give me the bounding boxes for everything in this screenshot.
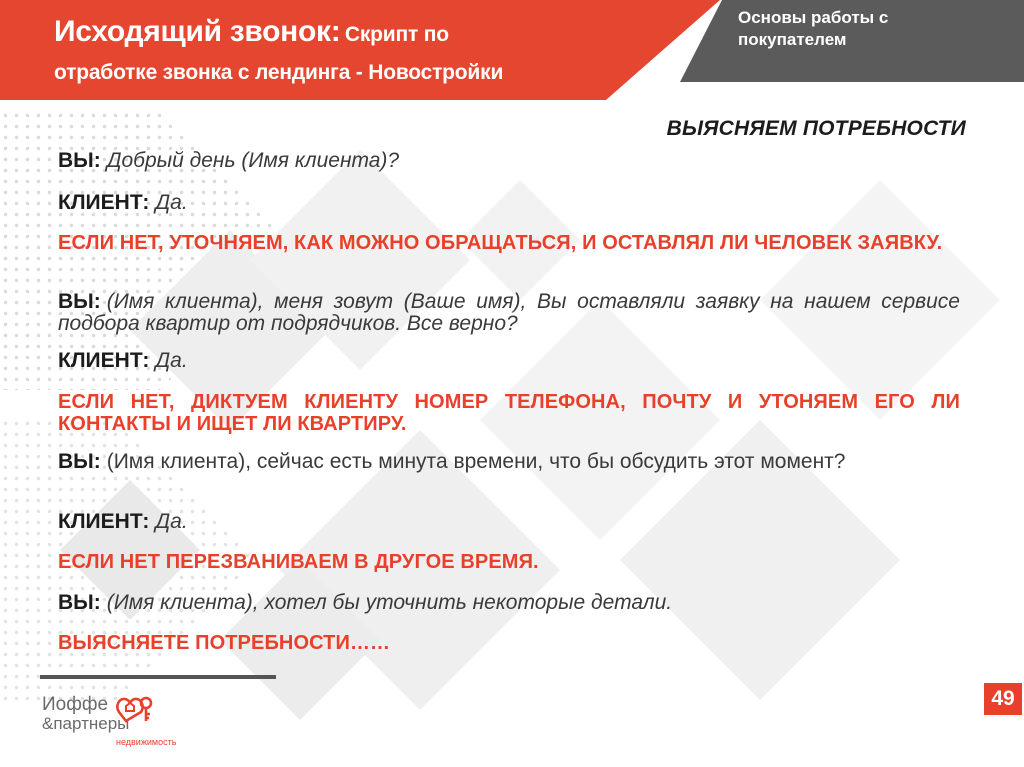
script-line-client [58, 192, 960, 214]
script-instruction: ВЫЯСНЯЕТЕ ПОТРЕБНОСТИ…… [58, 632, 391, 654]
slide-title-main: Исходящий звонок: [54, 15, 341, 48]
script-line-you [58, 150, 960, 172]
footer-divider [40, 675, 276, 679]
logo-name-2: &партнеры [42, 714, 130, 733]
slide-title-sub-1: Скрипт по [344, 23, 449, 46]
speaker-label: КЛИЕНТ: [58, 349, 150, 372]
logo-tagline: недвижимость [116, 737, 177, 747]
utterance: Да. [155, 510, 188, 533]
utterance: (Имя клиента), сейчас есть минута времени, что бы обсудить этот момент? [106, 450, 846, 473]
section-tag: Основы работы с покупателем [738, 8, 889, 49]
speaker-label: ВЫ: [58, 290, 101, 313]
speaker-label: ВЫ: [58, 450, 101, 473]
script-line-client [58, 350, 960, 372]
script-instruction: ЕСЛИ НЕТ, УТОЧНЯЕМ, КАК МОЖНО ОБРАЩАТЬСЯ, И ОСТАВЛЯЛ ЛИ ЧЕЛОВЕК ЗАЯВКУ. [58, 232, 943, 254]
speaker-label: КЛИЕНТ: [58, 191, 150, 214]
speaker-label: ВЫ: [58, 591, 101, 614]
utterance: (Имя клиента), хотел бы уточнить некоторые детали. [106, 591, 673, 614]
slide-title [54, 14, 614, 93]
script-instruction: ЕСЛИ НЕТ ПЕРЕЗВАНИВАЕМ В ДРУГОЕ ВРЕМЯ. [58, 551, 539, 573]
logo-name-1: Иоффе [42, 694, 109, 715]
utterance: Да. [155, 349, 188, 372]
page-number: 49 [984, 683, 1022, 715]
utterance: (Имя клиента), меня зовут (Ваше имя), Вы оставляли заявку на нашем сервисе подбора квартир от подрядчиков. Все верно? [58, 290, 960, 335]
script-line-you [58, 291, 960, 335]
company-logo [40, 694, 177, 754]
utterance: Добрый день (Имя клиента)? [106, 149, 400, 172]
slide-title-sub-2: отработке звонка с лендинга - Новостройки [54, 61, 504, 84]
section-heading: ВЫЯСНЯЕМ ПОТРЕБНОСТИ [666, 117, 966, 140]
script-line-you [58, 592, 960, 614]
key-heart-icon [116, 694, 154, 724]
utterance: Да. [155, 191, 188, 214]
speaker-label: ВЫ: [58, 149, 101, 172]
script-instruction: ЕСЛИ НЕТ, ДИКТУЕМ КЛИЕНТУ НОМЕР ТЕЛЕФОНА, ПОЧТУ И УТОНЯЕМ ЕГО ЛИ КОНТАКТЫ И ИЩЕТ ЛИ КВАРТИРУ. [58, 391, 960, 435]
script-line-client [58, 511, 960, 533]
script-line-you [58, 451, 960, 473]
speaker-label: КЛИЕНТ: [58, 510, 150, 533]
